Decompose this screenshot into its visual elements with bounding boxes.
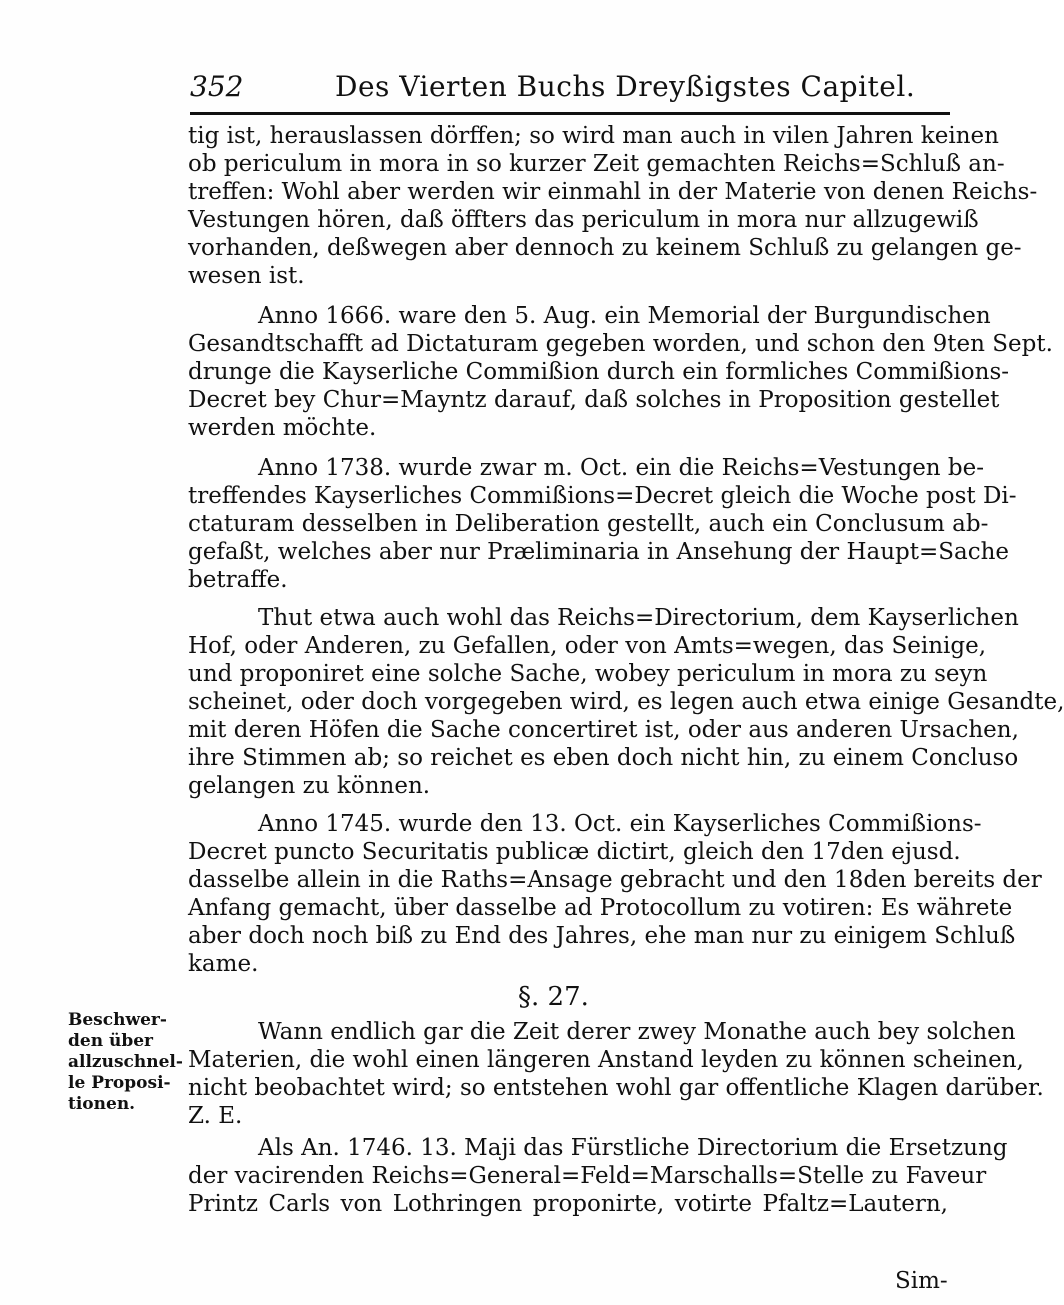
text-line: vorhanden, deßwegen aber dennoch zu keinem Schluß zu gelangen ge- xyxy=(188,235,1022,261)
text-line: ob periculum in mora in so kurzer Zeit gemachten Reichs=Schluß an- xyxy=(188,151,1005,177)
marginal-note-line: den über xyxy=(68,1031,153,1051)
text-line: tig ist, herauslassen dörffen; so wird man auch in vilen Jahren keinen xyxy=(188,123,999,149)
text-line: scheinet, oder doch vorgegeben wird, es legen auch etwa einige Gesandte, xyxy=(188,689,1064,715)
text-line: treffen: Wohl aber werden wir einmahl in der Materie von denen Reichs- xyxy=(188,179,1038,205)
text-line: und proponiret eine solche Sache, wobey periculum in mora zu seyn xyxy=(188,661,988,687)
marginal-note-line: Beschwer- xyxy=(68,1010,167,1030)
text-line: Decret puncto Securitatis publicæ dictirt, gleich den 17den ejusd. xyxy=(188,839,961,865)
marginal-note-line: tionen. xyxy=(68,1094,136,1114)
text-line: drunge die Kayserliche Commißion durch ein formliches Commißions- xyxy=(188,359,1010,385)
text-line: Anfang gemacht, über dasselbe ad Protocollum zu votiren: Es währete xyxy=(188,895,1013,921)
text-line: ctaturam desselben in Deliberation gestellt, auch ein Conclusum ab- xyxy=(188,511,989,537)
text-line: ihre Stimmen ab; so reichet es eben doch nicht hin, zu einem Concluso xyxy=(188,745,1019,771)
marginal-note xyxy=(68,1010,186,1115)
text-line: Printz Carls von Lothringen proponirte, votirte Pfaltz=Lautern, xyxy=(188,1191,948,1217)
text-line: betraffe. xyxy=(188,567,288,593)
text-line: Z. E. xyxy=(188,1103,243,1129)
text-line: Anno 1738. wurde zwar m. Oct. ein die Reichs=Vestungen be- xyxy=(258,455,985,481)
text-line: Thut etwa auch wohl das Reichs=Directorium, dem Kayserlichen xyxy=(258,605,1019,631)
text-line: Gesandtschafft ad Dictaturam gegeben worden, und schon den 9ten Sept. xyxy=(188,331,1053,357)
text-line: wesen ist. xyxy=(188,263,305,289)
text-line: gelangen zu können. xyxy=(188,773,431,799)
running-head: Des Vierten Buchs Dreyßigstes Capitel. xyxy=(335,70,916,103)
text-line: werden möchte. xyxy=(188,415,377,441)
text-line: nicht beobachtet wird; so entstehen wohl gar offentliche Klagen darüber. xyxy=(188,1075,1044,1101)
text-line: Als An. 1746. 13. Maji das Fürstliche Directorium die Ersetzung xyxy=(258,1135,1008,1161)
section-heading: §. 27. xyxy=(518,982,589,1012)
header-rule xyxy=(190,112,950,115)
text-line: treffendes Kayserliches Commißions=Decret gleich die Woche post Di- xyxy=(188,483,1017,509)
text-line: dasselbe allein in die Raths=Ansage gebracht und den 18den bereits der xyxy=(188,867,1042,893)
text-line: der vacirenden Reichs=General=Feld=Marschalls=Stelle zu Faveur xyxy=(188,1163,987,1189)
text-line: Anno 1745. wurde den 13. Oct. ein Kayserliches Commißions- xyxy=(258,811,982,837)
page-header xyxy=(190,70,950,110)
text-line: gefaßt, welches aber nur Præliminaria in Ansehung der Haupt=Sache xyxy=(188,539,1010,565)
text-line: Vestungen hören, daß öffters das periculum in mora nur allzugewiß xyxy=(188,207,979,233)
catchword: Sim- xyxy=(895,1268,948,1294)
text-line: mit deren Höfen die Sache concertiret ist, oder aus anderen Ursachen, xyxy=(188,717,1019,743)
text-line: Decret bey Chur=Mayntz darauf, daß solches in Proposition gestellet xyxy=(188,387,1000,413)
text-line: kame. xyxy=(188,951,259,977)
text-line: Materien, die wohl einen längeren Anstand leyden zu können scheinen, xyxy=(188,1047,1024,1073)
text-line: Anno 1666. ware den 5. Aug. ein Memorial der Burgundischen xyxy=(258,303,991,329)
text-line: Hof, oder Anderen, zu Gefallen, oder von Amts=wegen, das Seinige, xyxy=(188,633,987,659)
text-line: aber doch noch biß zu End des Jahres, ehe man nur zu einigem Schluß xyxy=(188,923,1016,949)
text-line: Wann endlich gar die Zeit derer zwey Monathe auch bey solchen xyxy=(258,1019,1016,1045)
marginal-note-line: allzuschnel- xyxy=(68,1052,183,1072)
marginal-note-line: le Proposi- xyxy=(68,1073,171,1093)
page-number: 352 xyxy=(190,70,244,103)
